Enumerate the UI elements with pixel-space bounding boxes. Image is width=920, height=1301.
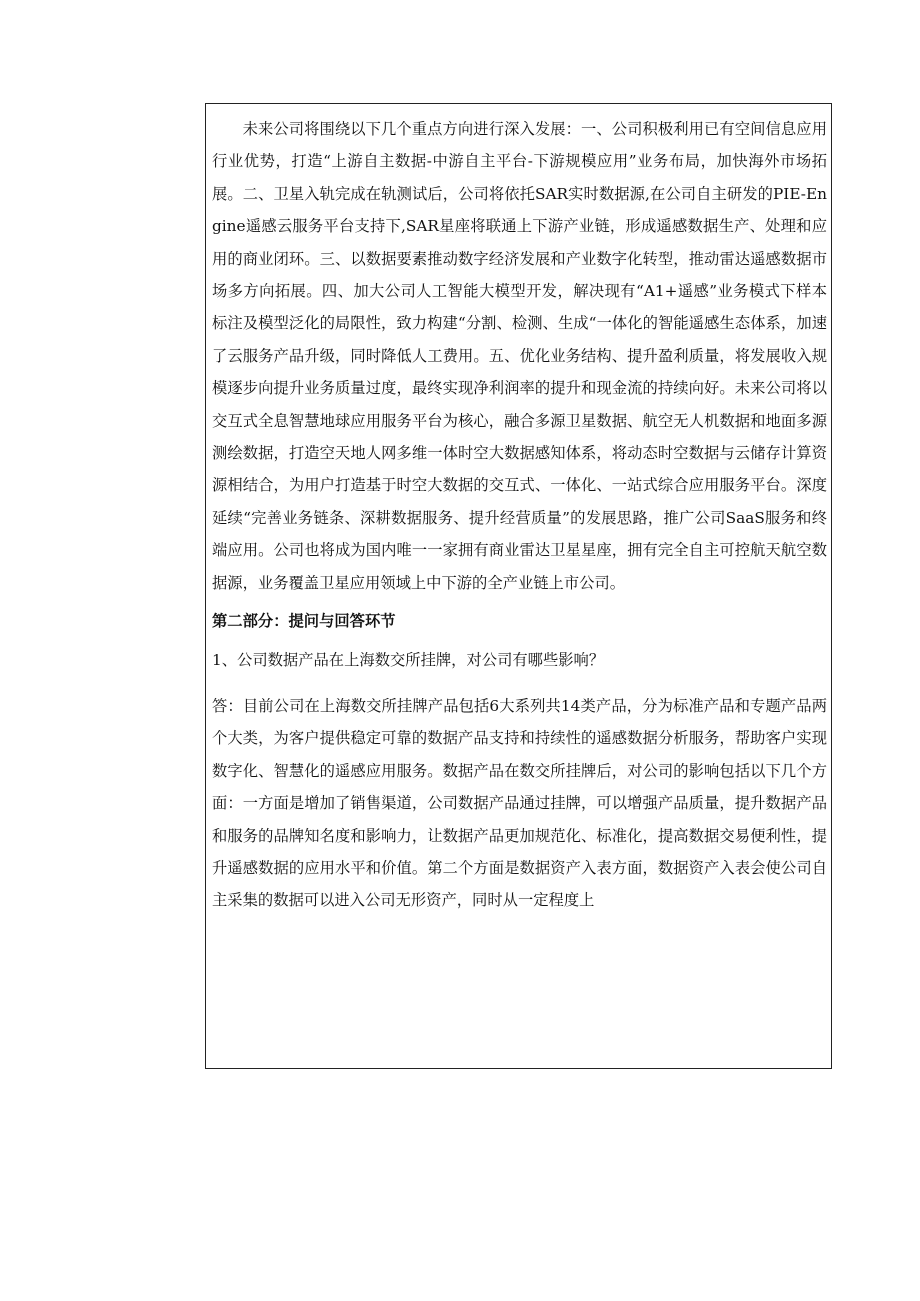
question-1: 1、公司数据产品在上海数交所挂牌，对公司有哪些影响？ bbox=[212, 650, 605, 669]
document-table-cell bbox=[205, 103, 832, 1069]
intro-paragraph: 未来公司将围绕以下几个重点方向进行深入发展：一、公司积极利用已有空间信息应用行业优势，打造“上游自主数据-中游自主平台-下游规模应用”业务布局，加快海外市场拓展。二、卫星入轨完成在轨测试后，公司将依托SAR实时数据源,在公司自主研发的PIE-Engine遥感云服务平台支持下,SAR星座将联通上下游产业链，形成遥感数据生产、处理和应用的商业闭环。三、以数据要素推动数字经济发展和产业数字化转型，推动雷达遥感数据市场多方向拓展。四、加大公司人工智能大模型开发，解决现有“A1+遥感”业务模式下样本标注及模型泛化的局限性，致力构建“分割、检测、生成“一体化的智能遥感生态体系，加速了云服务产品升级，同时降低人工费用。五、优化业务结构、提升盈利质量，将发展收入规模逐步向提升业务质量过度，最终实现净利润率的提升和现金流的持续向好。未来公司将以交互式全息智慧地球应用服务平台为核心，融合多源卫星数据、航空无人机数据和地面多源测绘数据，打造空天地人网多维一体时空大数据感知体系，将动态时空数据与云储存计算资源相结合，为用户打造基于时空大数据的交互式、一体化、一站式综合应用服务平台。深度延续“完善业务链条、深耕数据服务、提升经营质量”的发展思路，推广公司SaaS服务和终端应用。公司也将成为国内唯一一家拥有商业雷达卫星星座，拥有完全自主可控航天航空数据源，业务覆盖卫星应用领域上中下游的全产业链上市公司。 bbox=[212, 120, 827, 592]
section-heading: 第二部分：提问与回答环节 bbox=[212, 612, 396, 631]
answer-1: 答：目前公司在上海数交所挂牌产品包括6大系列共14类产品，分为标准产品和专题产品两个大类，为客户提供稳定可靠的数据产品支持和持续性的遥感数据分析服务，帮助客户实现数字化、智慧化的遥感应用服务。数据产品在数交所挂牌后，对公司的影响包括以下几个方面：一方面是增加了销售渠道，公司数据产品通过挂牌，可以增强产品质量，提升数据产品和服务的品牌知名度和影响力，让数据产品更加规范化、标准化，提高数据交易便利性，提升遥感数据的应用水平和价值。第二个方面是数据资产入表方面，数据资产入表会使公司自主采集的数据可以进入公司无形资产，同时从一定程度上 bbox=[212, 696, 827, 910]
